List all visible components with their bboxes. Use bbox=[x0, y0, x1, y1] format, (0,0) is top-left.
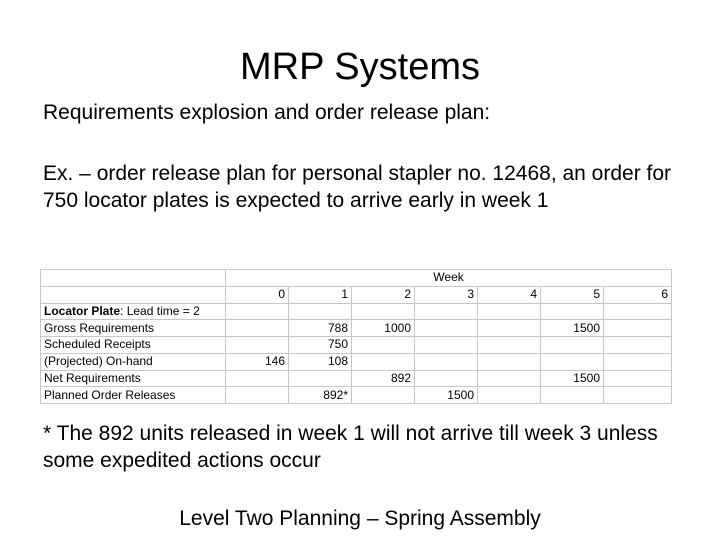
table-cell bbox=[604, 370, 672, 387]
week-number: 1 bbox=[289, 286, 352, 303]
week-number-label-cell bbox=[41, 286, 226, 303]
table-cell bbox=[226, 320, 289, 337]
item-lead-time: : Lead time = 2 bbox=[120, 303, 200, 318]
table-cell bbox=[604, 387, 672, 404]
table-cell bbox=[478, 353, 541, 370]
table-cell bbox=[226, 370, 289, 387]
week-number: 4 bbox=[478, 286, 541, 303]
table-cell bbox=[352, 387, 415, 404]
empty-cell bbox=[289, 303, 352, 320]
table-row bbox=[41, 370, 672, 387]
table-cell bbox=[604, 320, 672, 337]
week-number-row bbox=[41, 286, 672, 303]
week-number: 0 bbox=[226, 286, 289, 303]
table-row bbox=[41, 337, 672, 354]
empty-cell bbox=[604, 303, 672, 320]
row-label: Scheduled Receipts bbox=[41, 337, 226, 354]
week-header-row bbox=[41, 270, 672, 287]
table-cell bbox=[415, 353, 478, 370]
table-cell: 892 bbox=[352, 370, 415, 387]
table-cell bbox=[541, 353, 604, 370]
table-cell: 1500 bbox=[541, 320, 604, 337]
table-cell bbox=[415, 370, 478, 387]
mrp-table bbox=[40, 269, 672, 404]
table-cell bbox=[478, 337, 541, 354]
slide-title: MRP Systems bbox=[239, 46, 480, 88]
table-cell bbox=[604, 353, 672, 370]
table-cell: 1500 bbox=[415, 387, 478, 404]
row-label: (Projected) On-hand bbox=[41, 353, 226, 370]
item-name: Locator Plate bbox=[44, 303, 121, 318]
table-cell bbox=[478, 387, 541, 404]
table-cell bbox=[478, 370, 541, 387]
table-cell bbox=[352, 353, 415, 370]
row-label: Planned Order Releases bbox=[41, 387, 226, 404]
table-cell: 1500 bbox=[541, 370, 604, 387]
empty-cell bbox=[352, 303, 415, 320]
item-row bbox=[41, 303, 672, 320]
slide-footer: Level Two Planning – Spring Assembly bbox=[179, 507, 541, 530]
corner-cell bbox=[41, 270, 226, 287]
week-number: 2 bbox=[352, 286, 415, 303]
table-cell bbox=[541, 337, 604, 354]
row-label: Net Requirements bbox=[41, 370, 226, 387]
table-cell: 1000 bbox=[352, 320, 415, 337]
table-row bbox=[41, 320, 672, 337]
week-number: 3 bbox=[415, 286, 478, 303]
table-cell bbox=[226, 387, 289, 404]
table-cell bbox=[604, 337, 672, 354]
week-number: 6 bbox=[604, 286, 672, 303]
table-cell bbox=[352, 337, 415, 354]
table-cell bbox=[415, 337, 478, 354]
footnote-text: * The 892 units released in week 1 will not arrive till week 3 unless some expedited actions occur bbox=[43, 422, 658, 472]
example-text: Ex. – order release plan for personal stapler no. 12468, an order for 750 locator plates is expected to arrive early in week 1 bbox=[43, 162, 672, 212]
table-cell bbox=[289, 370, 352, 387]
empty-cell bbox=[478, 303, 541, 320]
table-cell bbox=[478, 320, 541, 337]
table-cell: 146 bbox=[226, 353, 289, 370]
week-number: 5 bbox=[541, 286, 604, 303]
table-cell bbox=[226, 337, 289, 354]
slide-subtitle: Requirements explosion and order release plan: bbox=[43, 101, 491, 124]
table-row bbox=[41, 387, 672, 404]
empty-cell bbox=[541, 303, 604, 320]
item-label bbox=[41, 303, 226, 320]
table-cell bbox=[415, 320, 478, 337]
table-cell: 750 bbox=[289, 337, 352, 354]
table-cell bbox=[541, 387, 604, 404]
row-label: Gross Requirements bbox=[41, 320, 226, 337]
table-row bbox=[41, 353, 672, 370]
week-header: Week bbox=[226, 270, 672, 287]
empty-cell bbox=[415, 303, 478, 320]
table-cell: 108 bbox=[289, 353, 352, 370]
empty-cell bbox=[226, 303, 289, 320]
table-cell: 788 bbox=[289, 320, 352, 337]
table-cell: 892* bbox=[289, 387, 352, 404]
